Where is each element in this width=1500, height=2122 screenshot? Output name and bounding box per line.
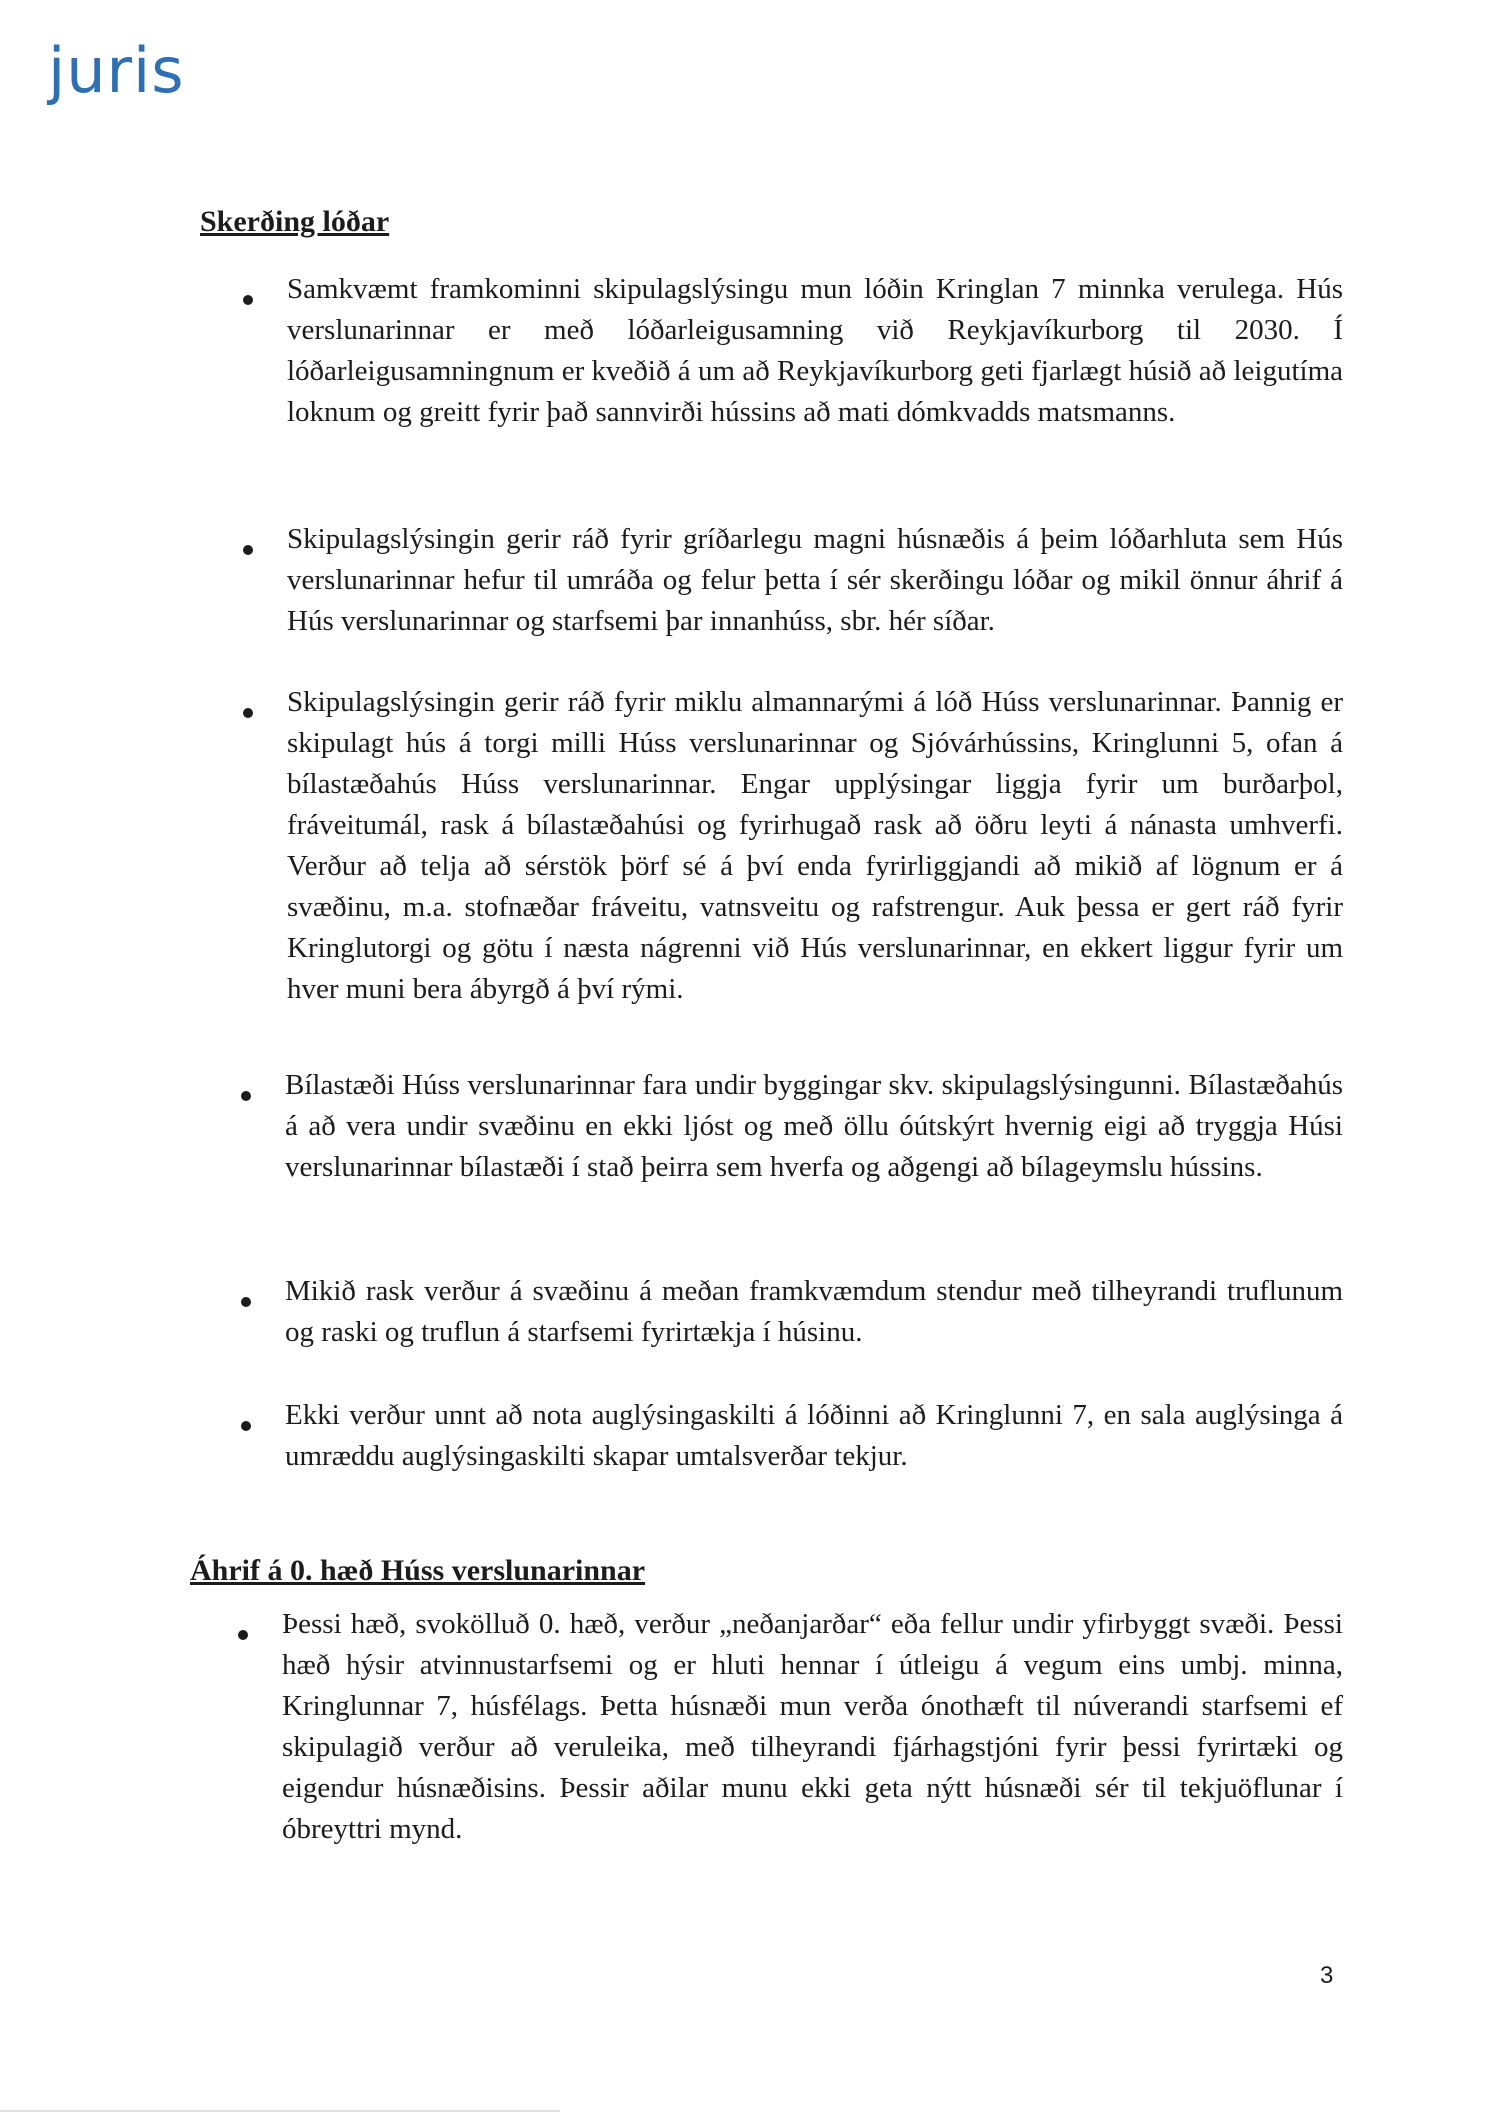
bullet-text: Ekki verður unnt að nota auglýsingaskilti á lóðinni að Kringlunni 7, en sala auglýsinga á umræddu auglýsingaskilti skapar umtalsverðar tekjur.: [285, 1399, 1343, 1472]
bullet-icon: [243, 545, 253, 555]
bullet-icon: [243, 295, 253, 305]
bullet-icon: [238, 1630, 248, 1640]
bullet-icon: [241, 1297, 251, 1307]
juris-logo: juris: [48, 34, 185, 107]
bullet-icon: [241, 1091, 251, 1101]
bullet-text: Skipulagslýsingin gerir ráð fyrir gríðarlegu magni húsnæðis á þeim lóðarhluta sem Hús verslunarinnar hefur til umráða og felur þetta í sér skerðingu lóðar og mikil önnur áhrif á Hús verslunarinnar og starfsemi þar innanhúss, sbr. hér síðar.: [287, 523, 1343, 637]
section-heading-floor-zero: Áhrif á 0. hæð Húss verslunarinnar: [190, 1554, 646, 1587]
page-number: 3: [1320, 1962, 1334, 1989]
bullet-icon: [241, 1421, 251, 1431]
bullet-text: Þessi hæð, svokölluð 0. hæð, verður „neðanjarðar“ eða fellur undir yfirbyggt svæði. Þessi hæð hýsir atvinnustarfsemi og er hluti hennar í útleigu á vegum eins umbj. minna, Kringlunnar 7, húsfélags. Þetta húsnæði mun verða ónothæft til núverandi starfsemi ef skipulagið verður að veruleika, með tilheyrandi fjárhagstjóni fyrir þessi fyrirtæki og eigendur húsnæðisins. Þessir aðilar munu ekki geta nýtt húsnæði sér til tekjuöflunar í óbreyttri mynd.: [282, 1608, 1343, 1845]
scan-edge-divider: [0, 2110, 560, 2112]
bullet-icon: [243, 708, 253, 718]
bullet-text: Samkvæmt framkominni skipulagslýsingu mun lóðin Kringlan 7 minnka verulega. Hús verslunarinnar er með lóðarleigusamning við Reykjavíkurborg til 2030. Í lóðarleigusamningnum er kveðið á um að Reykjavíkurborg geti fjarlægt húsið að leigutíma loknum og greitt fyrir það sannvirði hússins að mati dómkvadds matsmanns.: [287, 273, 1343, 428]
bullet-text: Skipulagslýsingin gerir ráð fyrir miklu almannarými á lóð Húss verslunarinnar. Þannig er skipulagt hús á torgi milli Húss verslunarinnar og Sjóvárhússins, Kringlunni 5, ofan á bílastæðahús Húss verslunarinnar. Engar upplýsingar liggja fyrir um burðarþol, fráveitumál, rask á bílastæðahúsi og fyrirhugað rask að öðru leyti á nánasta umhverfi. Verður að telja að sérstök þörf sé á því enda fyrirliggjandi að mikið af lögnum er á svæðinu, m.a. stofnæðar fráveitu, vatnsveitu og rafstrengur. Auk þessa er gert ráð fyrir Kringlutorgi og götu í næsta nágrenni við Hús verslunarinnar, en ekkert liggur fyrir um hver muni bera ábyrgð á því rými.: [287, 686, 1343, 1005]
section-heading-lot-reduction: Skerðing lóðar: [200, 205, 390, 238]
bullet-text: Bílastæði Húss verslunarinnar fara undir byggingar skv. skipulagslýsingunni. Bílastæðahús á að vera undir svæðinu en ekki ljóst og með öllu óútskýrt hvernig eigi að tryggja Húsi verslunarinnar bílastæði í stað þeirra sem hverfa og aðgengi að bílageymslu hússins.: [285, 1069, 1343, 1183]
bullet-text: Mikið rask verður á svæðinu á meðan framkvæmdum stendur með tilheyrandi truflunum og raski og truflun á starfsemi fyrirtækja í húsinu.: [285, 1275, 1343, 1348]
